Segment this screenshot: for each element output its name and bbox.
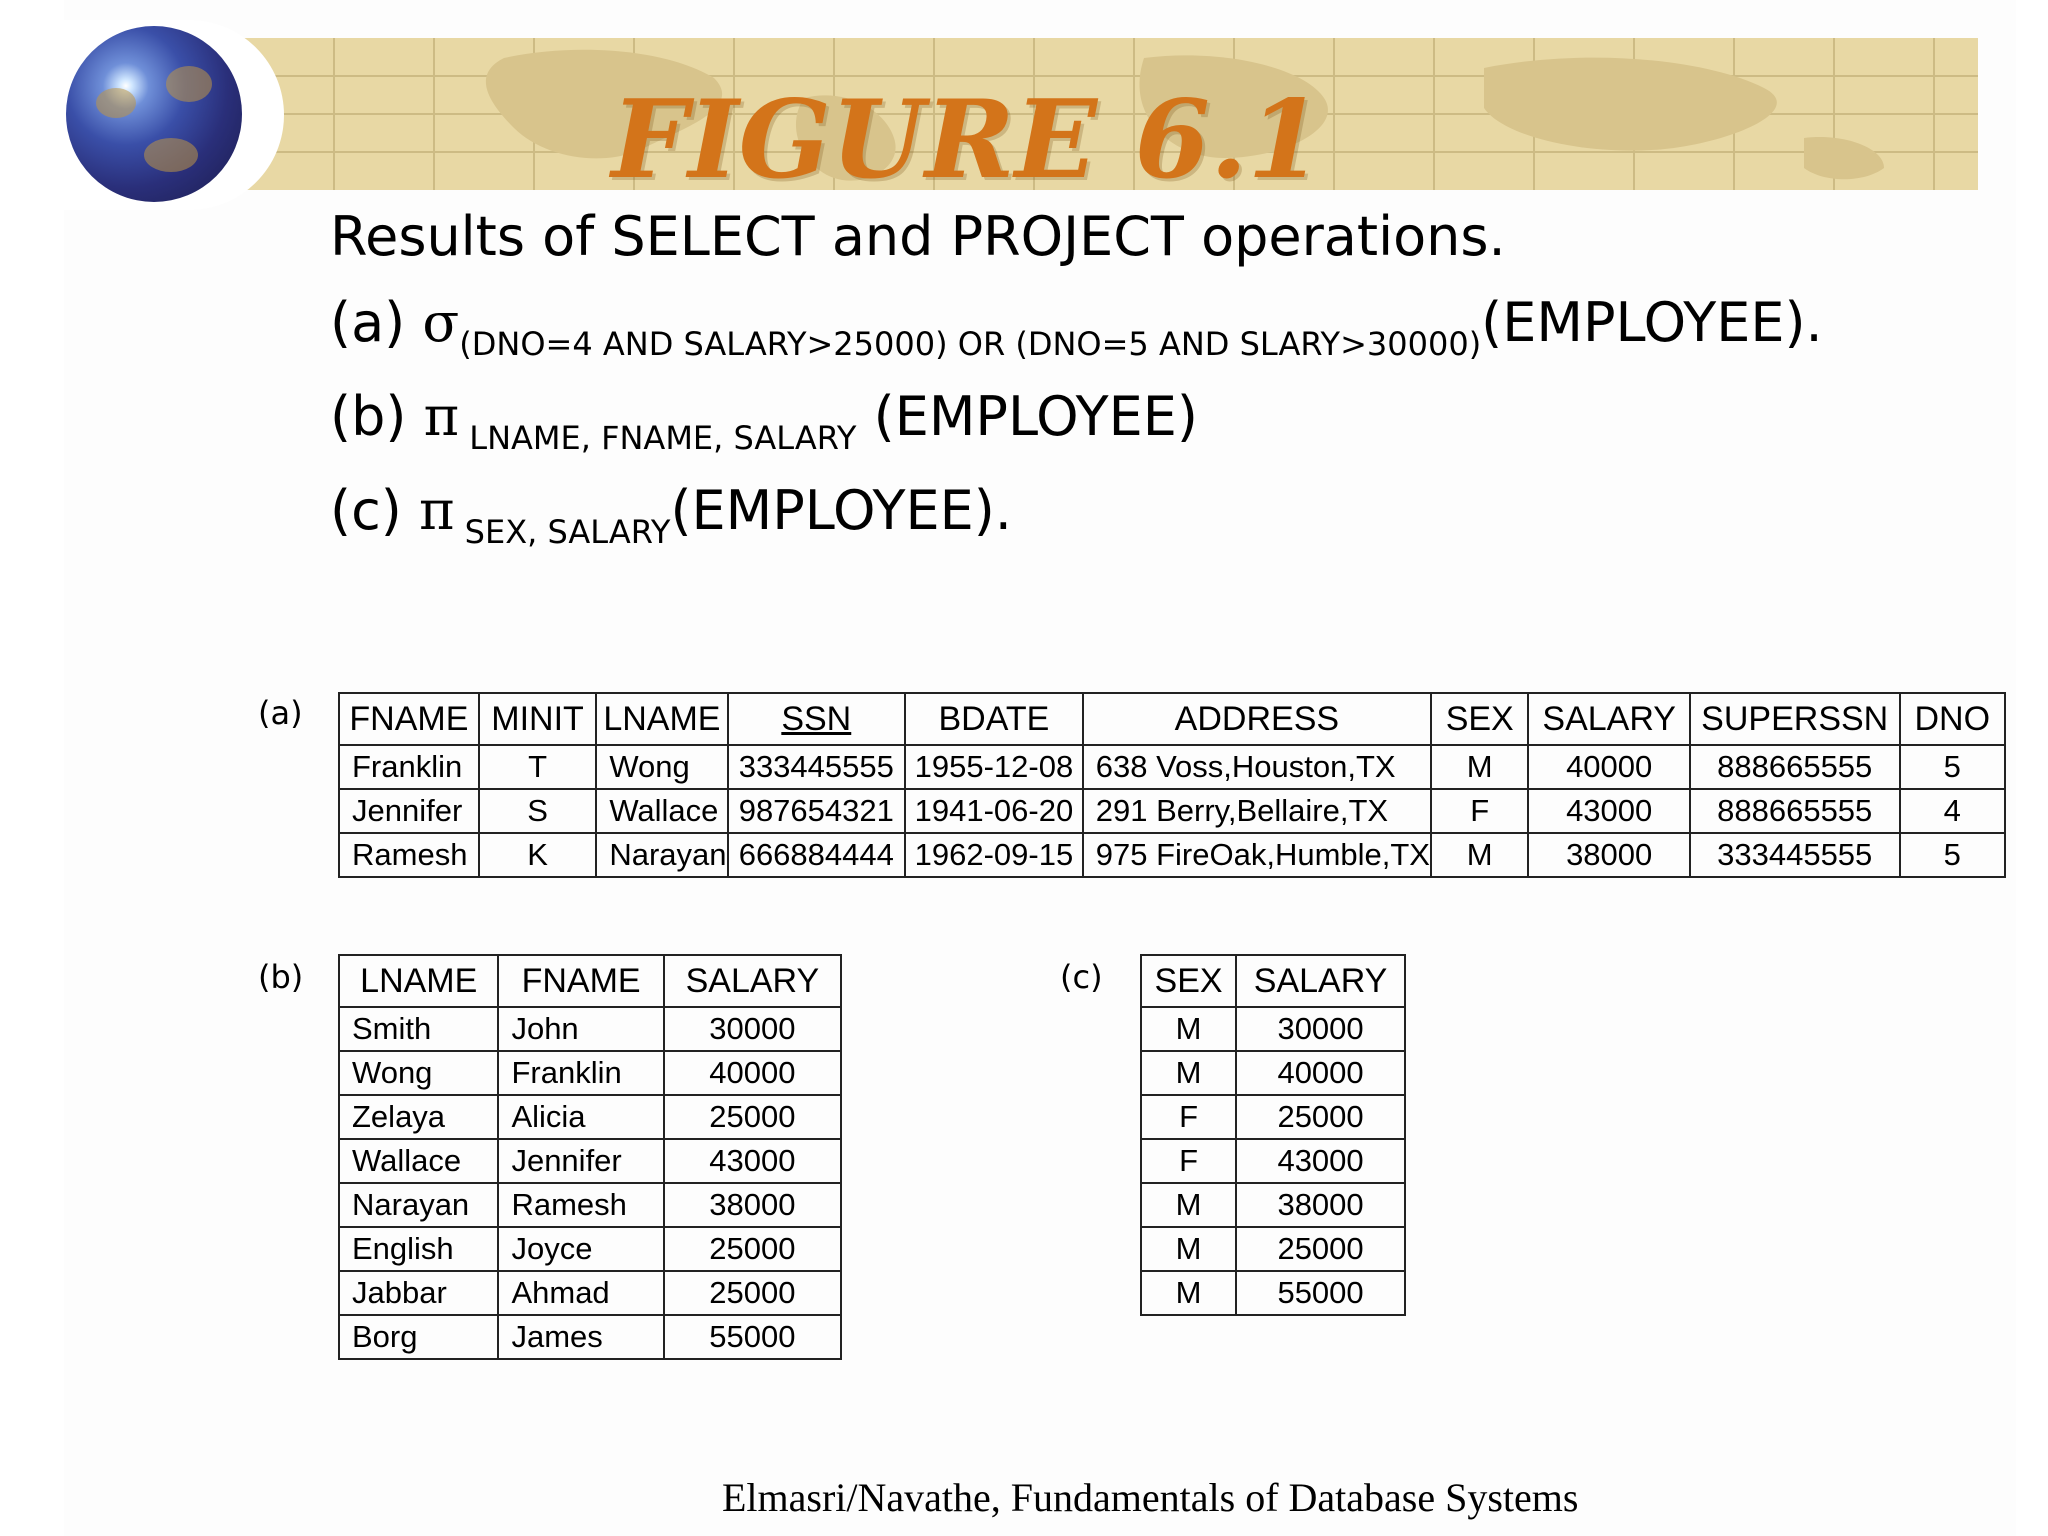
table-row	[339, 1139, 841, 1183]
table-cell: 38000	[1236, 1183, 1405, 1227]
table-cell: Smith	[339, 1007, 498, 1051]
table-row	[339, 1183, 841, 1227]
project-expression-c: (c) π $_{SEX, SALARY}$(EMPLOYEE).	[330, 479, 1012, 551]
column-header-key: SSN	[728, 693, 906, 745]
label-b: (b)	[258, 958, 304, 996]
table-cell: 975 FireOak,Humble,TX	[1083, 833, 1431, 877]
table-cell: 987654321	[728, 789, 906, 833]
table-cell: 40000	[1236, 1051, 1405, 1095]
table-row	[339, 1227, 841, 1271]
table-cell: M	[1431, 833, 1528, 877]
footer-citation: Elmasri/Navathe, Fundamentals of Database Systems	[722, 1475, 1579, 1520]
table-cell: 5	[1900, 745, 2006, 789]
table-cell: M	[1141, 1227, 1236, 1271]
table-project-sex-salary	[1140, 954, 1406, 1316]
table-cell: 888665555	[1690, 745, 1900, 789]
table-cell: Wong	[339, 1051, 498, 1095]
column-header: LNAME	[339, 955, 498, 1007]
table-cell: S	[479, 789, 597, 833]
table-cell: 43000	[1236, 1139, 1405, 1183]
table-cell: Borg	[339, 1315, 498, 1359]
table-cell: 25000	[1236, 1227, 1405, 1271]
table-cell: Franklin	[339, 745, 479, 789]
description-line: Results of SELECT and PROJECT operations.	[330, 205, 1506, 268]
table-row	[339, 1051, 841, 1095]
table-cell: James	[498, 1315, 663, 1359]
table-row	[339, 745, 2005, 789]
column-header: BDATE	[905, 693, 1083, 745]
table-cell: Jennifer	[498, 1139, 663, 1183]
table-cell: 55000	[664, 1315, 841, 1359]
table-cell: 1955-12-08	[905, 745, 1083, 789]
sigma-symbol: σ	[422, 291, 460, 354]
table-cell: Narayan	[339, 1183, 498, 1227]
table-cell: 43000	[1528, 789, 1689, 833]
table-cell: Alicia	[498, 1095, 663, 1139]
table-cell: 30000	[664, 1007, 841, 1051]
table-cell: Wallace	[339, 1139, 498, 1183]
table-row	[339, 1271, 841, 1315]
table-cell: 888665555	[1690, 789, 1900, 833]
table-cell: M	[1431, 745, 1528, 789]
globe-icon	[66, 26, 242, 202]
table-cell: 38000	[1528, 833, 1689, 877]
globe-logo-frame	[58, 20, 284, 210]
table-cell: 25000	[664, 1227, 841, 1271]
project-expression-b: (b) π $_{LNAME, FNAME, SALARY}$ (EMPLOYEE)	[330, 385, 1198, 457]
table-cell: Wong	[596, 745, 727, 789]
table-header-row	[1141, 955, 1405, 1007]
table-cell: F	[1431, 789, 1528, 833]
table-row	[339, 1095, 841, 1139]
table-row	[1141, 1139, 1405, 1183]
table-select-result	[338, 692, 2006, 878]
table-cell: Narayan	[596, 833, 727, 877]
table-cell: English	[339, 1227, 498, 1271]
column-header: SEX	[1431, 693, 1528, 745]
table-row	[1141, 1271, 1405, 1315]
table-cell: T	[479, 745, 597, 789]
column-header: FNAME	[498, 955, 663, 1007]
select-expression: (a) $\sigma_{(DNO=4 AND SALARY>25000) OR (DNO=5 AND SLARY>30000)}(EMPLOYEE)$.	[330, 291, 1823, 363]
column-header: SEX	[1141, 955, 1236, 1007]
table-cell: M	[1141, 1051, 1236, 1095]
table-cell: F	[1141, 1095, 1236, 1139]
figure-title: FIGURE 6.1	[611, 77, 1323, 203]
table-cell: K	[479, 833, 597, 877]
table-cell: 5	[1900, 833, 2006, 877]
table-cell: 30000	[1236, 1007, 1405, 1051]
table-cell: Ramesh	[339, 833, 479, 877]
table-cell: 55000	[1236, 1271, 1405, 1315]
table-cell: 25000	[664, 1095, 841, 1139]
column-header: SALARY	[1236, 955, 1405, 1007]
table-cell: 40000	[664, 1051, 841, 1095]
table-cell: Zelaya	[339, 1095, 498, 1139]
table-cell: Ahmad	[498, 1271, 663, 1315]
table-cell: 25000	[664, 1271, 841, 1315]
column-header: SALARY	[1528, 693, 1689, 745]
table-cell: M	[1141, 1183, 1236, 1227]
pi-symbol: π	[419, 479, 455, 542]
table-row	[339, 833, 2005, 877]
table-cell: F	[1141, 1139, 1236, 1183]
column-header: SUPERSSN	[1690, 693, 1900, 745]
table-row	[1141, 1051, 1405, 1095]
table-header-row	[339, 955, 841, 1007]
column-header: MINIT	[479, 693, 597, 745]
table-cell: M	[1141, 1271, 1236, 1315]
table-cell: Jennifer	[339, 789, 479, 833]
table-cell: 666884444	[728, 833, 906, 877]
table-cell: 638 Voss,Houston,TX	[1083, 745, 1431, 789]
table-project-lname-fname-salary	[338, 954, 842, 1360]
title-banner	[244, 38, 1978, 203]
table-row	[1141, 1183, 1405, 1227]
table-cell: 333445555	[728, 745, 906, 789]
table-row	[1141, 1095, 1405, 1139]
table-cell: 1962-09-15	[905, 833, 1083, 877]
table-cell: 1941-06-20	[905, 789, 1083, 833]
column-header: DNO	[1900, 693, 2006, 745]
table-header-row	[339, 693, 2005, 745]
label-a: (a)	[258, 694, 303, 732]
table-row	[339, 789, 2005, 833]
table-row	[1141, 1007, 1405, 1051]
table-cell: Joyce	[498, 1227, 663, 1271]
table-cell: 25000	[1236, 1095, 1405, 1139]
table-row	[1141, 1227, 1405, 1271]
table-cell: 4	[1900, 789, 2006, 833]
table-cell: 291 Berry,Bellaire,TX	[1083, 789, 1431, 833]
column-header: SALARY	[664, 955, 841, 1007]
column-header: LNAME	[596, 693, 727, 745]
table-cell: Franklin	[498, 1051, 663, 1095]
table-row	[339, 1007, 841, 1051]
table-cell: 333445555	[1690, 833, 1900, 877]
column-header: FNAME	[339, 693, 479, 745]
table-cell: Wallace	[596, 789, 727, 833]
table-cell: 43000	[664, 1139, 841, 1183]
table-cell: M	[1141, 1007, 1236, 1051]
table-cell: 40000	[1528, 745, 1689, 789]
pi-symbol: π	[423, 385, 460, 448]
column-header: ADDRESS	[1083, 693, 1431, 745]
table-cell: Ramesh	[498, 1183, 663, 1227]
table-cell: 38000	[664, 1183, 841, 1227]
table-row	[339, 1315, 841, 1359]
label-c: (c)	[1060, 958, 1103, 996]
table-cell: Jabbar	[339, 1271, 498, 1315]
table-cell: John	[498, 1007, 663, 1051]
